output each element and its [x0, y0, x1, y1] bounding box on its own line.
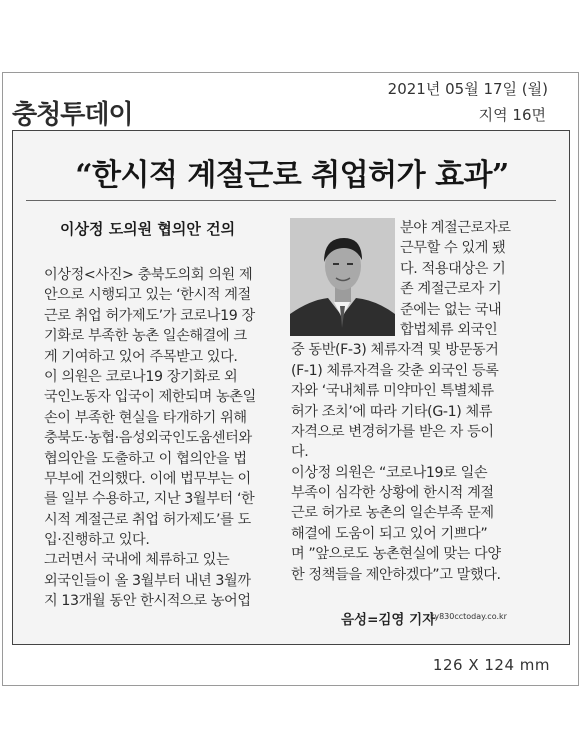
body-line: 해결에 도움이 되고 있어 기쁘다” [291, 525, 488, 542]
body-line: 시적 계절근로 취업 허가제도’를 도 [44, 511, 251, 528]
body-line: 이상정 의원은 “코로나19로 일손 [291, 464, 488, 481]
section-page: 지역 16면 [478, 106, 546, 124]
body-line: 다. 적용대상은 기 [400, 260, 506, 277]
body-line: 외국인들이 올 3월부터 내년 3월까 [44, 572, 251, 589]
body-line: 다. [291, 444, 309, 461]
body-line: 한 정책들을 제안하겠다”고 말했다. [291, 566, 501, 583]
body-line: 손이 부족한 현실을 타개하기 위해 [44, 409, 247, 426]
body-line: 이상정<사진> 충북도의회 의원 제 [44, 267, 253, 283]
body-line: 준에는 없는 국내 [400, 301, 502, 318]
body-line: 를 일부 수용하고, 지난 3월부터 ‘한 [44, 491, 255, 508]
body-line: 지 13개월 동안 한시적으로 농어업 [44, 593, 251, 610]
headline-rule [26, 200, 556, 201]
clipping-size: 126 X 124 mm [432, 656, 550, 674]
body-line: 며 ”앞으로도 농촌현실에 맞는 다양 [291, 546, 501, 563]
body-line: 합법체류 외국인 [400, 321, 498, 338]
article-headline: “한시적 계절근로 취업허가 효과” [75, 158, 509, 193]
newspaper-logo: 충청투데이 [12, 100, 133, 130]
body-line: 근로 취업 허가제도’가 코로나19 장 [44, 307, 255, 324]
body-line: 허가 조치’에 따라 기타(G-1) 체류 [291, 403, 493, 420]
body-line: 분야 계절근로자로 [400, 220, 511, 236]
body-line: 국인노동자 입국이 제한되며 농촌일 [44, 389, 256, 406]
body-line: 자와 ‘국내체류 미약마인 특별체류 [291, 383, 494, 400]
body-line: 중 동반(F-3) 체류자격 및 방문동거 [291, 342, 499, 359]
publication-date: 2021년 05월 17일 (월) [387, 80, 548, 98]
body-line: 이 의원은 코로나19 장기화로 외 [44, 368, 238, 385]
body-line: 충북도·농협·음성외국인도움센터와 [44, 430, 252, 447]
body-line: 기화로 부족한 농촌 일손해결에 크 [44, 328, 247, 345]
reporter-email: ky830cctoday.co.kr [430, 612, 507, 621]
body-column-right [291, 218, 511, 585]
body-line: 존 계절근로자 기 [400, 281, 502, 298]
reporter-byline: 음성=김영 기자 [341, 612, 436, 628]
body-line: 게 기여하고 있어 주목받고 있다. [44, 348, 238, 365]
body-line: 근로 허가로 농촌의 일손부족 문제 [291, 505, 494, 522]
body-line: 자격으로 변경허가를 받은 자 등이 [291, 423, 494, 440]
body-line: (F-1) 체류자격을 갖춘 외국인 등록 [291, 362, 499, 379]
body-line: 그러면서 국내에 체류하고 있는 [44, 552, 230, 569]
body-line: 부족이 심각한 상황에 한시적 계절 [291, 485, 494, 502]
body-line: 안으로 시행되고 있는 ‘한시적 계절 [44, 287, 251, 304]
body-line: 협의안을 도출하고 이 협의안을 법 [44, 450, 247, 467]
article-subhead: 이상정 도의원 협의안 건의 [60, 220, 236, 238]
body-line: 근무할 수 있게 됐 [400, 240, 506, 257]
body-line: 입·진행하고 있다. [44, 532, 150, 549]
body-line: 무부에 건의했다. 이에 법무부는 이 [44, 470, 251, 487]
body-column-left [44, 265, 256, 612]
